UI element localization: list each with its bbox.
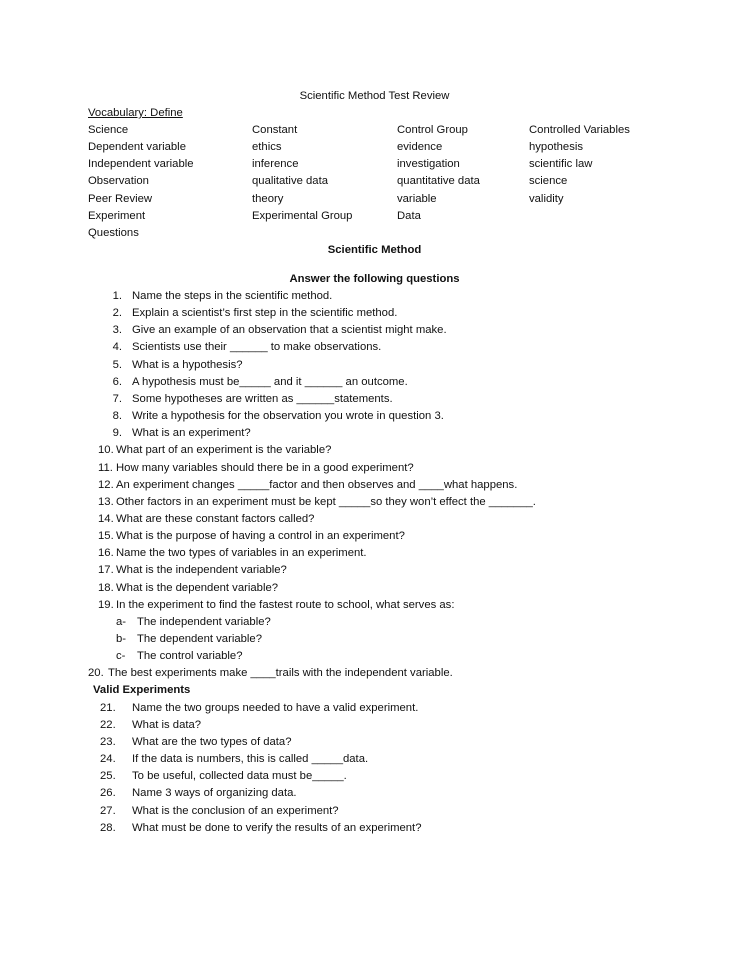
vocab-term: scientific law	[529, 158, 593, 171]
question-number: 1.	[112, 290, 122, 302]
sub-question-label: c-	[116, 650, 126, 663]
question-text: A hypothesis must be_____ and it ______ an outcome.	[132, 375, 408, 388]
question-text: What is an experiment?	[132, 427, 251, 440]
section-heading: Scientific Method	[327, 244, 422, 256]
question-number: 2.	[112, 307, 122, 320]
vocab-term: Dependent variable	[88, 141, 186, 154]
sub-question-text: The control variable?	[137, 650, 243, 663]
question-number: 16.	[98, 547, 114, 560]
page-title: Scientific Method Test Review	[299, 90, 450, 102]
vocab-term: Constant	[252, 124, 298, 136]
sub-question-text: The independent variable?	[137, 615, 271, 628]
question-text: What is the purpose of having a control in an experiment?	[116, 530, 405, 543]
question-number: 17.	[98, 564, 114, 577]
question-number: 14.	[98, 512, 114, 525]
answer-heading: Answer the following questions	[289, 273, 460, 285]
question-number: 27.	[100, 804, 116, 817]
question-number: 24.	[100, 753, 116, 766]
vocab-term: Data	[397, 209, 421, 222]
question-text: How many variables should there be in a good experiment?	[116, 461, 414, 474]
question-text: If the data is numbers, this is called _____data.	[132, 753, 369, 766]
vocab-term: variable	[397, 192, 437, 205]
question-text: An experiment changes _____factor and then observes and ____what happens.	[116, 478, 518, 491]
question-number: 7.	[112, 392, 122, 405]
question-number: 25.	[100, 770, 116, 783]
vocab-term: Control Group	[397, 124, 468, 136]
question-number: 10.	[98, 444, 114, 457]
question-number: 23.	[100, 735, 116, 748]
vocab-term: ethics	[252, 141, 282, 154]
vocab-term: science	[529, 175, 568, 188]
question-number: 11.	[98, 461, 113, 474]
sub-question-label: a-	[116, 615, 127, 628]
question-number: 26.	[100, 787, 116, 800]
question-number: 6.	[112, 375, 122, 388]
vocab-term: Experimental Group	[252, 209, 353, 222]
question-text: Write a hypothesis for the observation you wrote in question 3.	[132, 410, 444, 423]
vocab-term: Science	[88, 124, 129, 136]
question-text: Name the two groups needed to have a valid experiment.	[132, 701, 419, 714]
question-text: What are the two types of data?	[132, 735, 292, 748]
question-text: The best experiments make ____trails with the independent variable.	[108, 667, 453, 680]
question-number: 18.	[98, 581, 114, 594]
vocab-term: Observation	[88, 175, 149, 188]
question-number: 3.	[112, 324, 122, 337]
vocab-term: Experiment	[88, 209, 146, 222]
question-text: What part of an experiment is the variable?	[116, 444, 332, 457]
sub-question-label: b-	[116, 633, 127, 645]
vocab-term: validity	[529, 192, 564, 205]
question-text: What is the conclusion of an experiment?	[132, 804, 339, 817]
vocab-term: inference	[252, 158, 299, 171]
vocab-term: qualitative data	[252, 175, 328, 188]
question-text: Name the two types of variables in an experiment.	[116, 547, 367, 560]
question-text: What is the independent variable?	[116, 564, 287, 577]
question-number: 9.	[112, 427, 122, 440]
question-number: 13.	[98, 495, 114, 508]
vocab-heading: Vocabulary: Define	[88, 107, 183, 119]
question-text: Other factors in an experiment must be kept _____so they won’t effect the _______.	[116, 495, 536, 508]
question-number: 21.	[100, 701, 116, 714]
question-text: What is a hypothesis?	[132, 358, 243, 371]
question-text: What is the dependent variable?	[116, 581, 279, 594]
question-text: What is data?	[132, 718, 202, 731]
vocab-term: evidence	[397, 141, 443, 154]
question-text: In the experiment to find the fastest route to school, what serves as:	[116, 598, 455, 611]
sub-question-text: The dependent variable?	[137, 633, 262, 645]
question-text: Name the steps in the scientific method.	[132, 290, 333, 302]
question-number: 19.	[98, 598, 114, 611]
vocab-term: investigation	[397, 158, 460, 171]
vocab-term: Questions	[88, 226, 139, 239]
vocab-term: hypothesis	[529, 141, 584, 154]
question-text: Explain a scientist’s first step in the scientific method.	[132, 307, 398, 320]
vocab-term: quantitative data	[397, 175, 480, 188]
question-text: Some hypotheses are written as ______statements.	[132, 392, 393, 405]
valid-heading: Valid Experiments	[93, 684, 191, 697]
question-text: Scientists use their ______ to make observations.	[132, 341, 382, 354]
vocab-term: Independent variable	[88, 158, 194, 171]
question-number: 4.	[112, 341, 122, 354]
question-number: 15.	[98, 530, 114, 543]
question-text: To be useful, collected data must be_____.	[132, 770, 347, 783]
question-number: 8.	[112, 410, 122, 423]
vocab-term: theory	[252, 192, 284, 205]
question-number: 28.	[100, 821, 116, 834]
question-text: What are these constant factors called?	[116, 512, 315, 525]
question-number: 20.	[88, 667, 104, 680]
question-text: Name 3 ways of organizing data.	[132, 787, 297, 800]
question-text: What must be done to verify the results of an experiment?	[132, 821, 422, 834]
question-text: Give an example of an observation that a scientist might make.	[132, 324, 447, 337]
vocab-term: Peer Review	[88, 192, 153, 205]
question-number: 12.	[98, 478, 114, 491]
question-number: 5.	[112, 358, 122, 371]
vocab-term: Controlled Variables	[529, 124, 630, 136]
question-number: 22.	[100, 718, 116, 731]
